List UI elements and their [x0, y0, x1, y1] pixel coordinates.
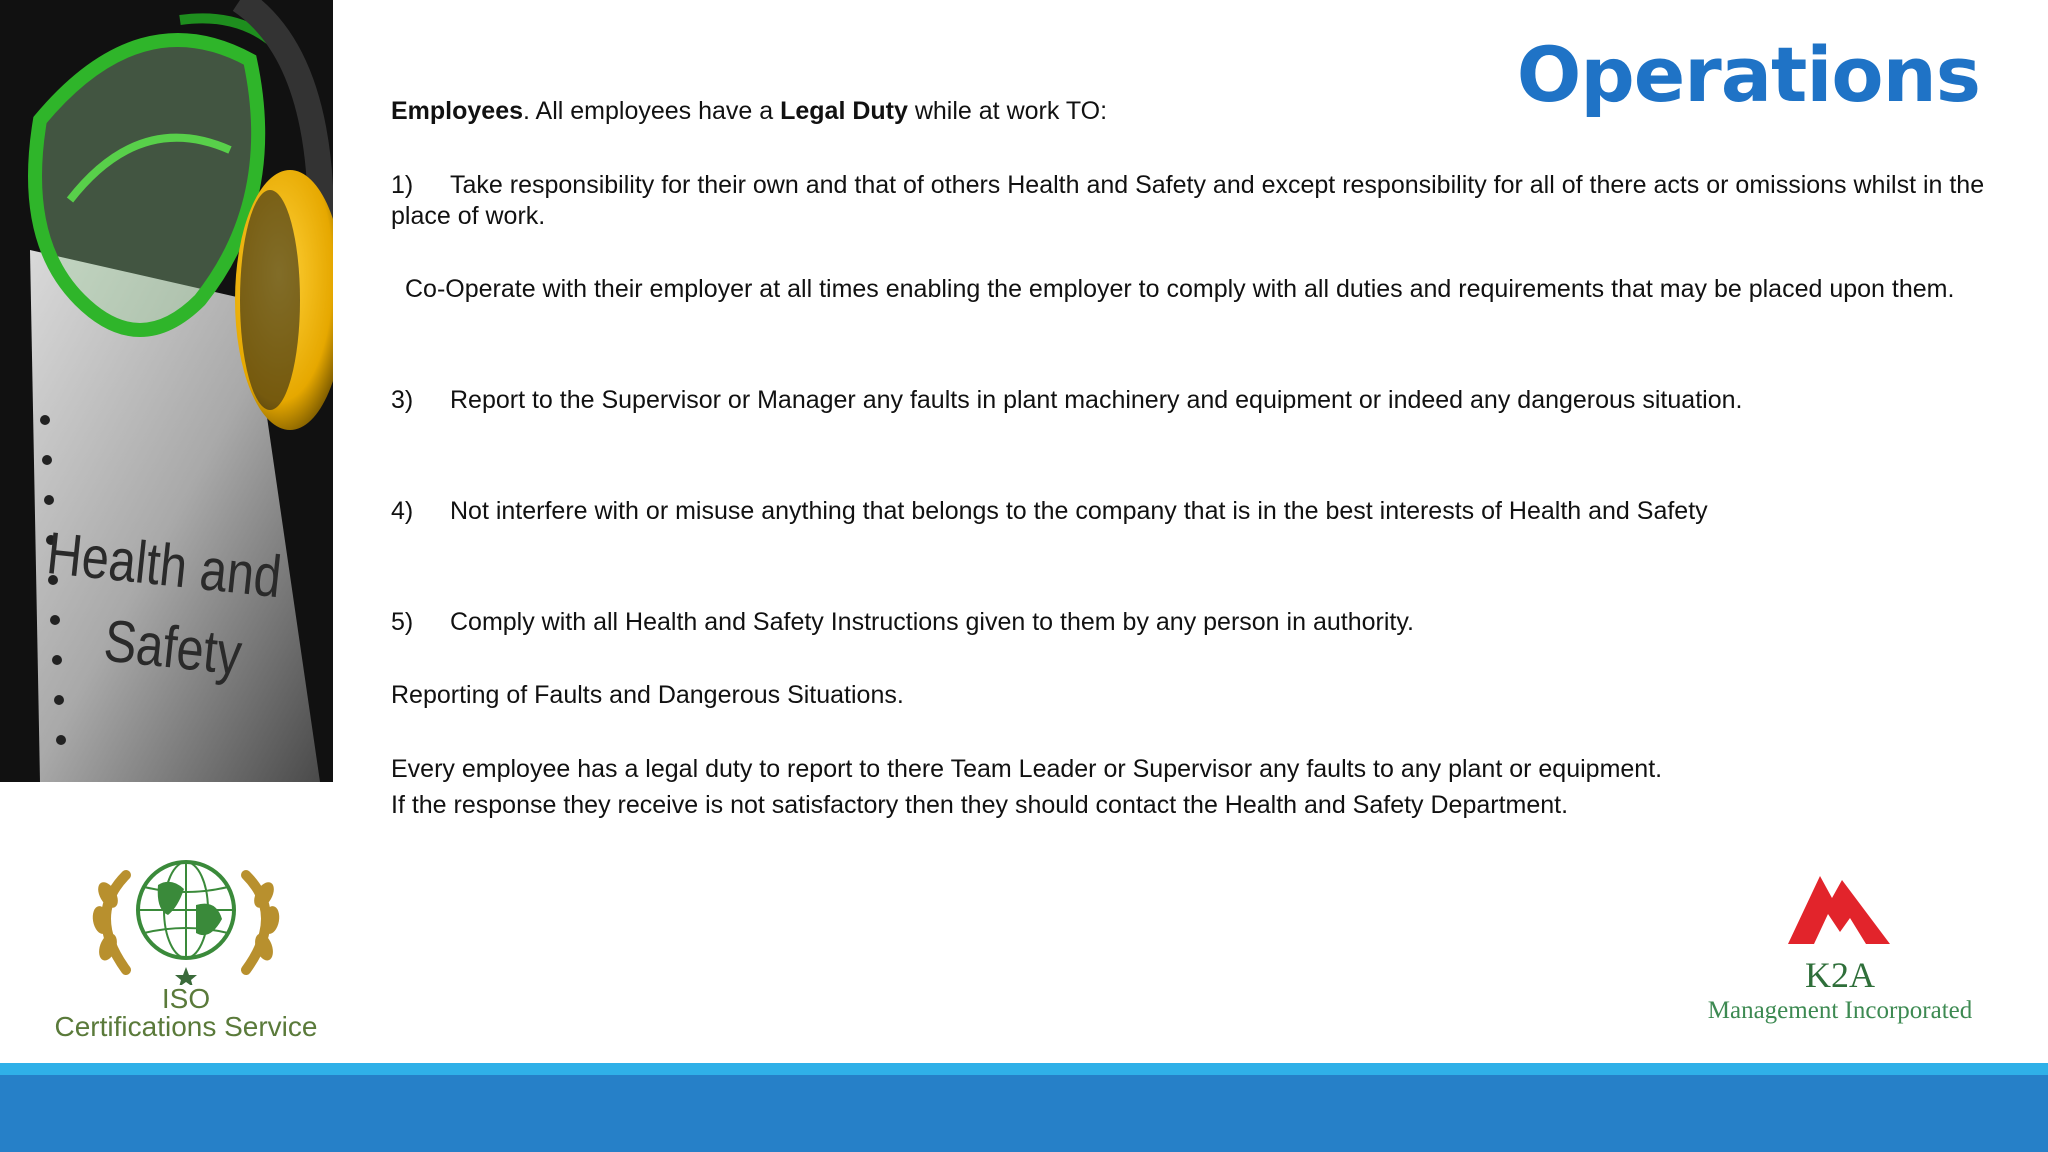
item-number: 5)	[391, 608, 414, 636]
item-text: Co-Operate with their employer at all times enabling the employer to comply with all duties and requirements that may be placed upon them.	[405, 275, 1955, 303]
k2a-mountain-icon	[1680, 872, 2000, 952]
reporting-heading: Reporting of Faults and Dangerous Situations.	[391, 681, 904, 709]
footer-bar	[0, 1075, 2048, 1152]
iso-logo-line1: ISO	[161, 983, 211, 1014]
item-number: 3)	[391, 386, 414, 414]
list-item	[391, 607, 2001, 638]
page-title: Operations	[1516, 30, 1980, 119]
iso-logo-line2: Certifications Service	[54, 1011, 318, 1042]
iso-certifications-logo	[46, 855, 336, 1045]
intro-text-2: while at work TO:	[907, 97, 1108, 125]
intro-text-1: . All employees have a	[523, 97, 781, 125]
list-item	[391, 496, 2001, 527]
list-item	[391, 170, 2001, 232]
photo-caption-line1: Health and	[43, 520, 285, 611]
reporting-line-1: Every employee has a legal duty to report to there Team Leader or Supervisor any faults to any plant or equipment.	[391, 755, 1663, 783]
k2a-subtitle: Management Incorporated	[1707, 997, 1973, 1024]
item-number: 1)	[391, 171, 414, 199]
item-text: Report to the Supervisor or Manager any faults in plant machinery and equipment or indeed any dangerous situation.	[450, 386, 1743, 414]
k2a-name: K2A	[1805, 955, 1875, 995]
reporting-line-2: If the response they receive is not satisfactory then they should contact the Health and Safety Department.	[391, 791, 1569, 819]
k2a-logo	[1680, 872, 2000, 1032]
list-item	[405, 274, 2015, 305]
item-text: Take responsibility for their own and that of others Health and Safety and except responsibility for all of there acts or omissions whilst in the place of work.	[391, 171, 1985, 230]
footer-accent-bar	[0, 1063, 2048, 1075]
item-number: 4)	[391, 497, 414, 525]
health-safety-photo	[0, 0, 333, 782]
item-text: Comply with all Health and Safety Instructions given to them by any person in authority.	[450, 608, 1414, 636]
item-text: Not interfere with or misuse anything that belongs to the company that is in the best interests of Health and Safety	[450, 497, 1708, 525]
intro-bold-employees: Employees	[391, 97, 524, 125]
globe-laurel-icon	[46, 855, 336, 985]
intro-paragraph	[391, 96, 2001, 127]
photo-caption-line2: Safety	[100, 607, 245, 688]
list-item	[391, 385, 2001, 416]
intro-bold-legal-duty: Legal Duty	[780, 97, 908, 125]
